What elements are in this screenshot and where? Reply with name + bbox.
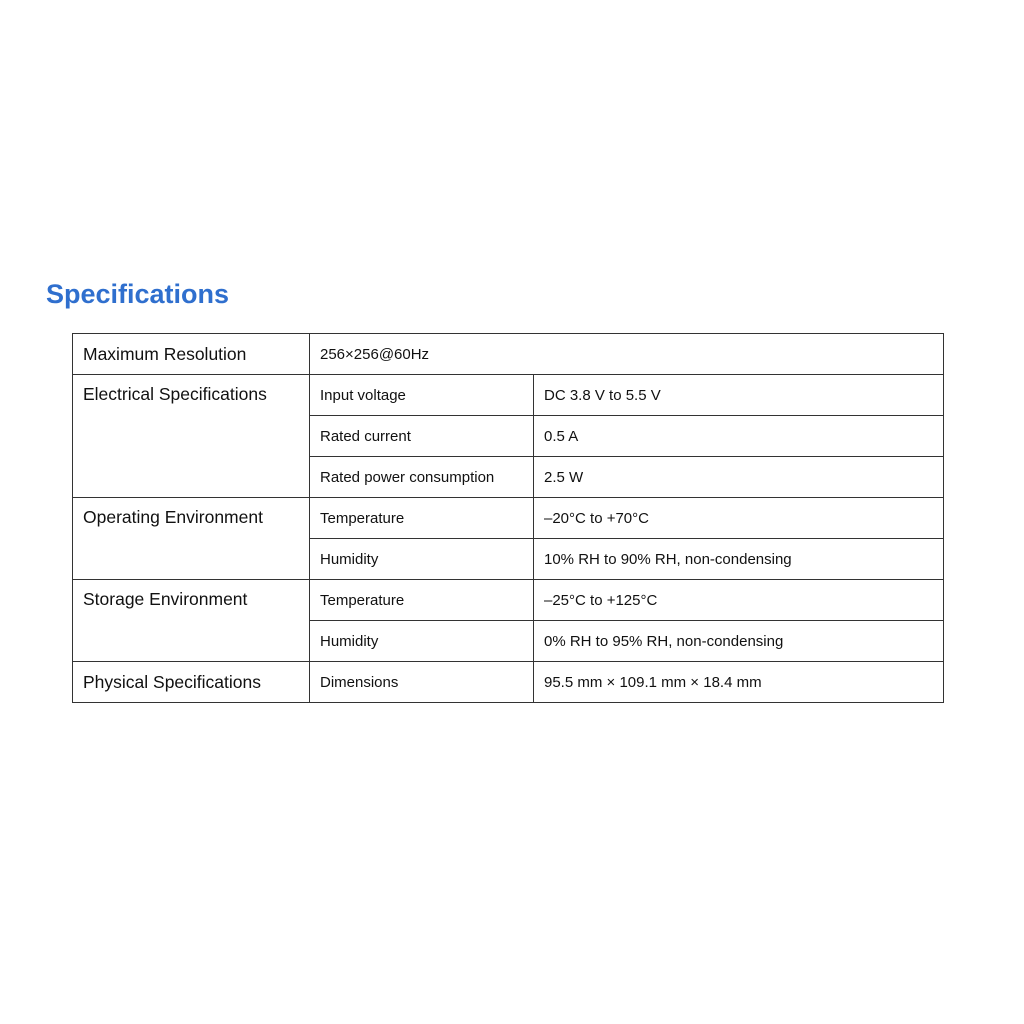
table-row (73, 334, 944, 375)
table-row (73, 580, 944, 621)
value-rated-current: 0.5 A (534, 416, 944, 457)
value-storage-temperature: –25°C to +125°C (534, 580, 944, 621)
param-storage-temperature: Temperature (310, 580, 534, 621)
table-row (73, 375, 944, 416)
value-maximum-resolution: 256×256@60Hz (310, 334, 944, 375)
param-rated-current: Rated current (310, 416, 534, 457)
table-row (73, 662, 944, 703)
value-rated-power: 2.5 W (534, 457, 944, 498)
category-storage-environment: Storage Environment (73, 580, 310, 662)
specifications-table (72, 333, 944, 703)
page-title: Specifications (46, 279, 230, 309)
category-electrical-specifications: Electrical Specifications (73, 375, 310, 498)
category-physical-specifications: Physical Specifications (73, 662, 310, 703)
value-input-voltage: DC 3.8 V to 5.5 V (534, 375, 944, 416)
value-storage-humidity: 0% RH to 95% RH, non-condensing (534, 621, 944, 662)
value-dimensions: 95.5 mm × 109.1 mm × 18.4 mm (534, 662, 944, 703)
category-maximum-resolution: Maximum Resolution (73, 334, 310, 375)
param-storage-humidity: Humidity (310, 621, 534, 662)
param-dimensions: Dimensions (310, 662, 534, 703)
param-operating-humidity: Humidity (310, 539, 534, 580)
param-operating-temperature: Temperature (310, 498, 534, 539)
table-row (73, 498, 944, 539)
category-operating-environment: Operating Environment (73, 498, 310, 580)
param-input-voltage: Input voltage (310, 375, 534, 416)
value-operating-humidity: 10% RH to 90% RH, non-condensing (534, 539, 944, 580)
value-operating-temperature: –20°C to +70°C (534, 498, 944, 539)
param-rated-power: Rated power consumption (310, 457, 534, 498)
